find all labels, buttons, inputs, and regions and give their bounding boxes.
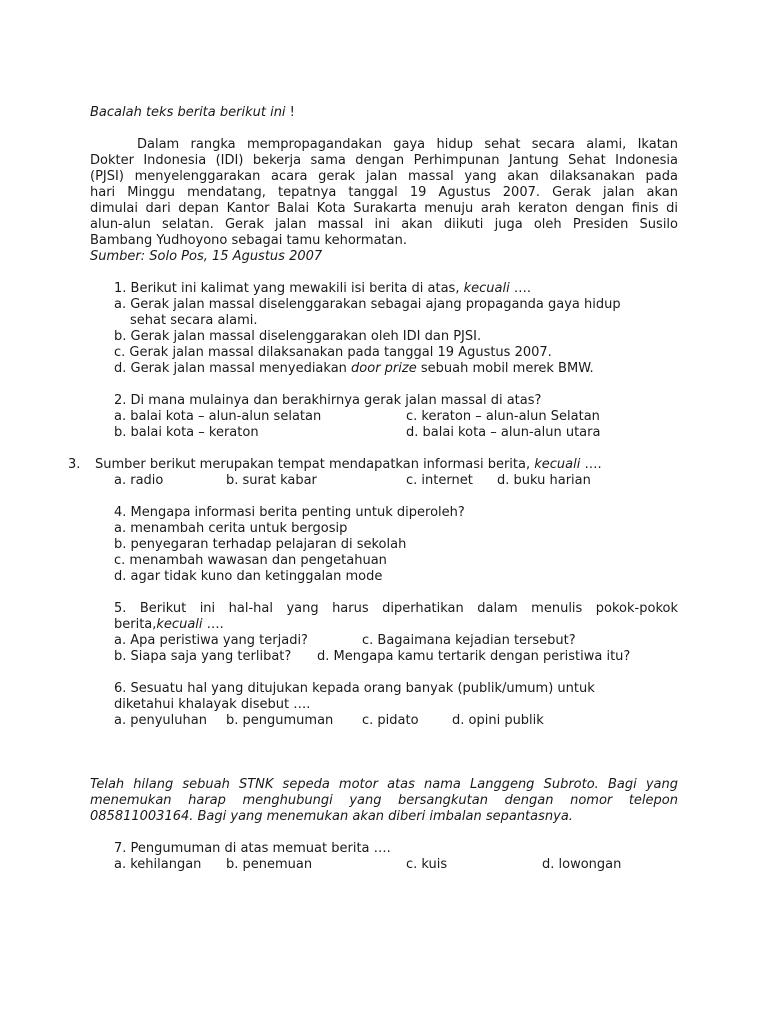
question-stem: 6. Sesuatu hal yang ditujukan kepada orang banyak (publik/umum) untuk bbox=[114, 681, 595, 696]
option-b: b. pengumuman bbox=[226, 713, 334, 728]
question-stem: 2. Di mana mulainya dan berakhirnya gerak jalan massal di atas? bbox=[114, 393, 542, 408]
news-line: dimulai dari depan Kantor Balai Kota Surakarta menuju arah keraton dengan finis di bbox=[90, 201, 678, 216]
option-a: a. radio bbox=[114, 473, 164, 488]
news-line: (PJSI) menyelenggarakan acara gerak jalan massal yang akan dilaksanakan pada bbox=[90, 169, 678, 184]
option-b: b. balai kota – keraton bbox=[114, 425, 259, 440]
question-stem: Sumber berikut merupakan tempat mendapatkan informasi berita, kecuali …. bbox=[95, 457, 602, 472]
option-a: a. menambah cerita untuk bergosip bbox=[114, 521, 348, 536]
instruction-heading: Bacalah teks berita berikut ini ! bbox=[90, 105, 295, 120]
option-a: a. penyuluhan bbox=[114, 713, 207, 728]
option-c: c. Gerak jalan massal dilaksanakan pada tanggal 19 Agustus 2007. bbox=[114, 345, 552, 360]
news-line: hari Minggu mendatang, tepatnya tanggal 19 Agustus 2007. Gerak jalan akan bbox=[90, 185, 678, 200]
option-b: b. penyegaran terhadap pelajaran di sekolah bbox=[114, 537, 407, 552]
option-b: b. surat kabar bbox=[226, 473, 317, 488]
news-source: Sumber: Solo Pos, 15 Agustus 2007 bbox=[90, 249, 323, 264]
option-a: a. Gerak jalan massal diselenggarakan sebagai ajang propaganda gaya hidup bbox=[114, 297, 621, 312]
option-c: c. pidato bbox=[362, 713, 419, 728]
option-d: d. opini publik bbox=[452, 713, 544, 728]
news-line: alun-alun selatan. Gerak jalan massal ini akan diikuti juga oleh Presiden Susilo bbox=[90, 217, 678, 232]
question-stem-continuation: berita,kecuali …. bbox=[114, 617, 224, 632]
news-line: Bambang Yudhoyono sebagai tamu kehormatan. bbox=[90, 233, 407, 248]
option-c: c. Bagaimana kejadian tersebut? bbox=[362, 633, 576, 648]
option-a: a. kehilangan bbox=[114, 857, 202, 872]
question-stem: 4. Mengapa informasi berita penting untuk diperoleh? bbox=[114, 505, 465, 520]
option-c: c. internet bbox=[406, 473, 473, 488]
question-number: 3. bbox=[68, 457, 81, 472]
option-c: c. keraton – alun-alun Selatan bbox=[406, 409, 600, 424]
option-d: d. buku harian bbox=[497, 473, 591, 488]
option-a: a. balai kota – alun-alun selatan bbox=[114, 409, 322, 424]
news-line: Dalam rangka mempropagandakan gaya hidup sehat secara alami, Ikatan bbox=[137, 137, 678, 152]
option-d: d. Gerak jalan massal menyediakan door prize sebuah mobil merek BMW. bbox=[114, 361, 594, 376]
question-stem: 1. Berikut ini kalimat yang mewakili isi berita di atas, kecuali …. bbox=[114, 281, 531, 296]
option-c: c. kuis bbox=[406, 857, 448, 872]
option-d: d. agar tidak kuno dan ketinggalan mode bbox=[114, 569, 383, 584]
option-b: b. Gerak jalan massal diselenggarakan oleh IDI dan PJSI. bbox=[114, 329, 482, 344]
question-stem-continuation: diketahui khalayak disebut …. bbox=[114, 697, 311, 712]
option-b: b. penemuan bbox=[226, 857, 313, 872]
option-a-continuation: sehat secara alami. bbox=[130, 313, 258, 328]
option-b: b. Siapa saja yang terlibat? bbox=[114, 649, 292, 664]
option-c: c. menambah wawasan dan pengetahuan bbox=[114, 553, 387, 568]
option-d: d. Mengapa kamu tertarik dengan peristiwa itu? bbox=[317, 649, 631, 664]
announcement-line: Telah hilang sebuah STNK sepeda motor atas nama Langgeng Subroto. Bagi yang bbox=[90, 777, 678, 792]
announcement-line: menemukan harap menghubungi yang bersangkutan dengan nomor telepon bbox=[90, 793, 678, 808]
option-d: d. balai kota – alun-alun utara bbox=[406, 425, 601, 440]
option-d: d. lowongan bbox=[542, 857, 622, 872]
option-a: a. Apa peristiwa yang terjadi? bbox=[114, 633, 308, 648]
announcement-line: 085811003164. Bagi yang menemukan akan diberi imbalan sepantasnya. bbox=[90, 809, 573, 824]
news-line: Dokter Indonesia (IDI) bekerja sama dengan Perhimpunan Jantung Sehat Indonesia bbox=[90, 153, 678, 168]
question-stem: 7. Pengumuman di atas memuat berita …. bbox=[114, 841, 391, 856]
question-stem: 5. Berikut ini hal-hal yang harus diperhatikan dalam menulis pokok-pokok bbox=[114, 601, 678, 616]
